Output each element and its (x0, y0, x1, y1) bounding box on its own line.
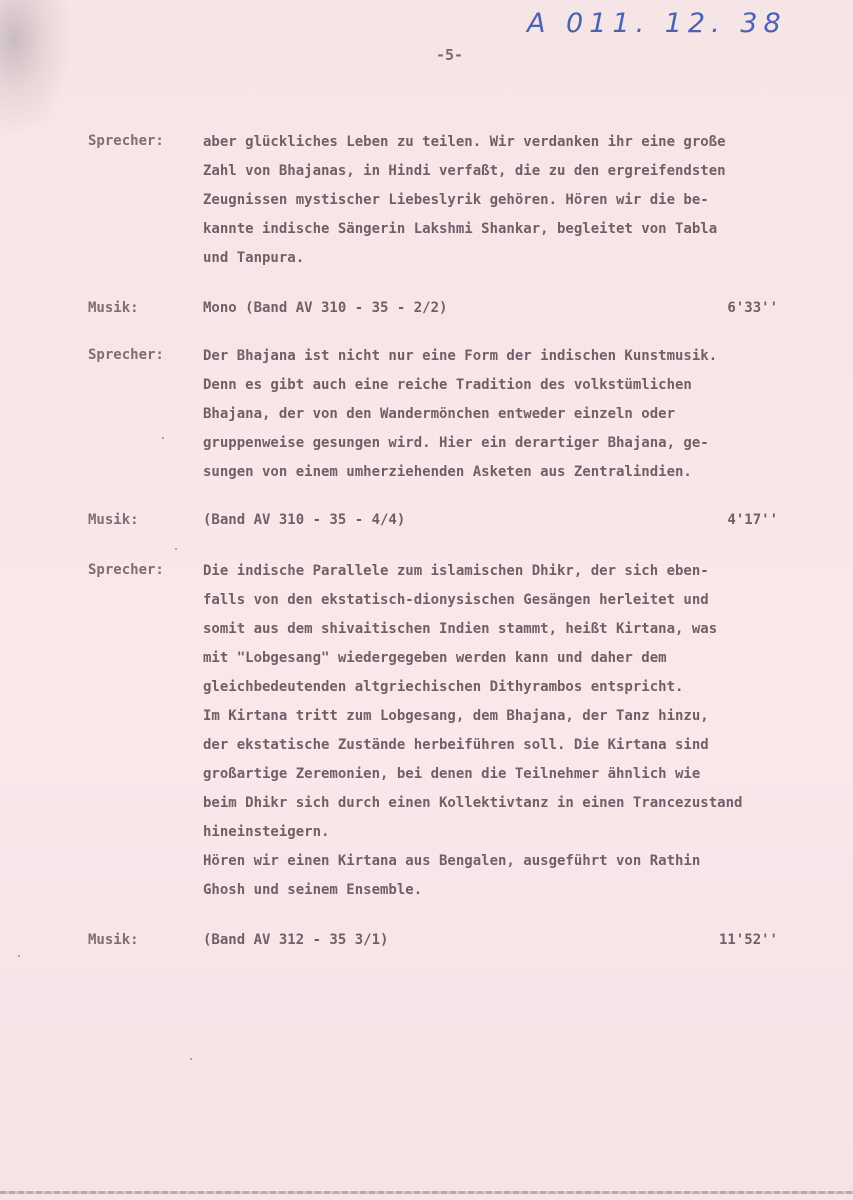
music-duration: 4'17'' (727, 512, 778, 528)
text-line: gleichbedeutenden altgriechischen Dithyrambos entspricht. (203, 679, 684, 695)
text-line: Die indische Parallele zum islamischen Dhikr, der sich eben- (203, 563, 709, 579)
text-line: der ekstatische Zustände herbeiführen soll. Die Kirtana sind (203, 737, 709, 753)
music-duration: 6'33'' (727, 300, 778, 316)
music-label: Musik: (88, 512, 139, 528)
text-line: großartige Zeremonien, bei denen die Teilnehmer ähnlich wie (203, 766, 701, 782)
scan-smudge (0, 0, 70, 130)
text-line: mit "Lobgesang" wiedergegeben werden kann und daher dem (203, 650, 667, 666)
music-label: Musik: (88, 300, 139, 316)
text-line: gruppenweise gesungen wird. Hier ein derartiger Bhajana, ge- (203, 435, 709, 451)
scan-bottom-edge (0, 1191, 853, 1194)
text-line: kannte indische Sängerin Lakshmi Shankar, begleitet von Tabla (203, 221, 718, 237)
music-entry (203, 512, 778, 528)
text-line: Der Bhajana ist nicht nur eine Form der indischen Kunstmusik. (203, 348, 718, 364)
speaker-label: Sprecher: (88, 562, 164, 578)
text-line: Zahl von Bhajanas, in Hindi verfaßt, die zu den ergreifendsten (203, 163, 726, 179)
scan-speck (18, 955, 20, 957)
text-line: Bhajana, der von den Wandermönchen entweder einzeln oder (203, 406, 676, 422)
music-entry (203, 932, 778, 948)
text-line: beim Dhikr sich durch einen Kollektivtanz in einen Trancezustand (203, 795, 743, 811)
speaker-label: Sprecher: (88, 347, 164, 363)
text-line: somit aus dem shivaitischen Indien stammt, heißt Kirtana, was (203, 621, 718, 637)
text-line: falls von den ekstatisch-dionysischen Gesängen herleitet und (203, 592, 709, 608)
speaker-text-block (203, 128, 793, 273)
music-reference: Mono (Band AV 310 - 35 - 2/2) (203, 300, 448, 316)
music-reference: (Band AV 312 - 35 3/1) (203, 932, 389, 948)
text-line: aber glückliches Leben zu teilen. Wir verdanken ihr eine große (203, 134, 726, 150)
music-duration: 11'52'' (718, 932, 778, 948)
text-line: und Tanpura. (203, 250, 305, 266)
text-line: hineinsteigern. (203, 824, 330, 840)
text-line: Hören wir einen Kirtana aus Bengalen, ausgeführt von Rathin (203, 853, 701, 869)
scan-speck (162, 437, 164, 439)
scan-speck (175, 548, 177, 550)
text-line: Ghosh und seinem Ensemble. (203, 882, 423, 898)
text-line: Zeugnissen mystischer Liebeslyrik gehören. Hören wir die be- (203, 192, 709, 208)
text-line: Denn es gibt auch eine reiche Tradition des volkstümlichen (203, 377, 692, 393)
page-number: -5- (436, 46, 464, 64)
speaker-label: Sprecher: (88, 133, 164, 149)
music-entry (203, 300, 778, 316)
music-reference: (Band AV 310 - 35 - 4/4) (203, 512, 406, 528)
music-label: Musik: (88, 932, 139, 948)
speaker-text-block (203, 557, 793, 905)
archive-id-handwritten: A 011. 12. 38 (527, 8, 787, 39)
text-line: Im Kirtana tritt zum Lobgesang, dem Bhajana, der Tanz hinzu, (203, 708, 709, 724)
speaker-text-block (203, 342, 793, 487)
scan-speck (190, 1058, 192, 1060)
text-line: sungen von einem umherziehenden Asketen aus Zentralindien. (203, 464, 692, 480)
